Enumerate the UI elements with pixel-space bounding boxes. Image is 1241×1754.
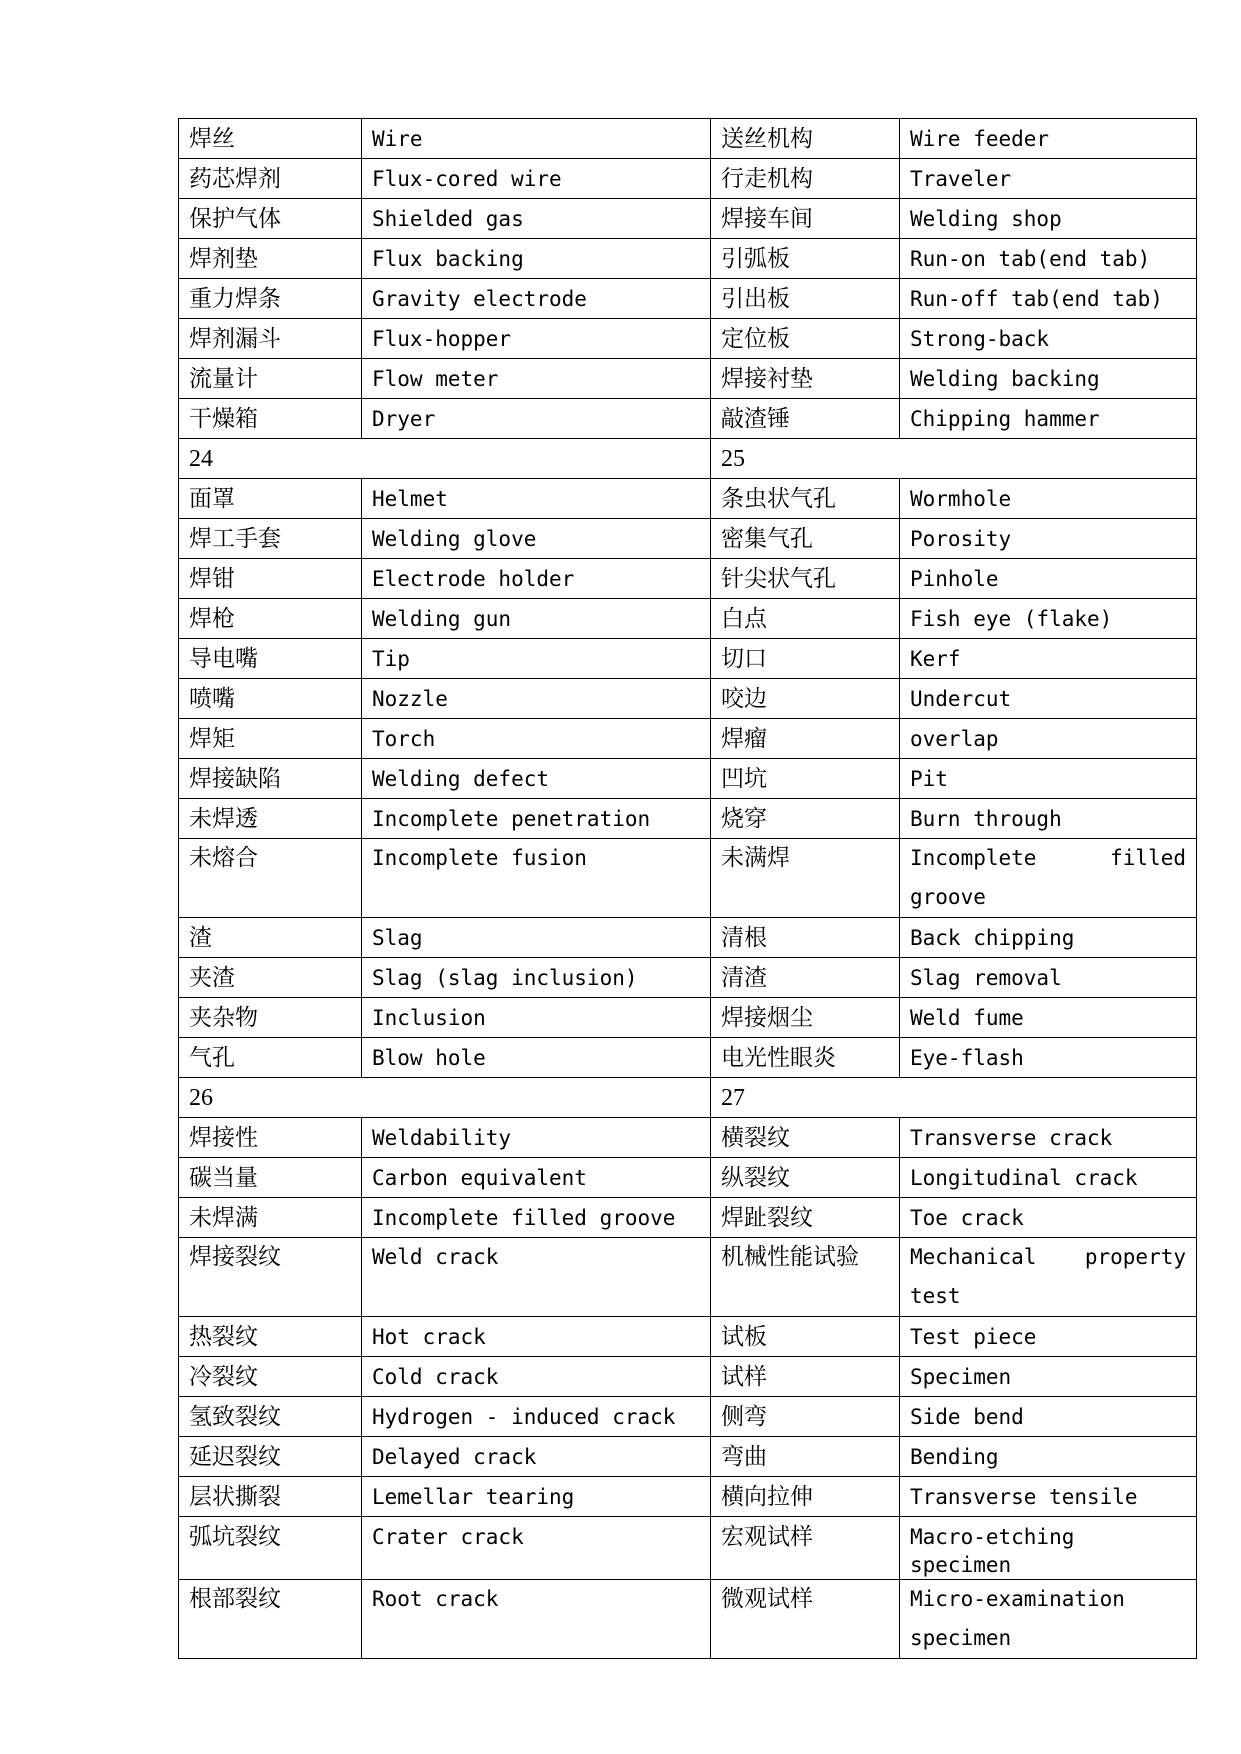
term-row (179, 359, 1197, 399)
term-row (179, 719, 1197, 759)
english-term: Bending (900, 1437, 1197, 1477)
section-header-row (179, 439, 1197, 479)
english-term: Crater crack (362, 1517, 711, 1580)
chinese-term: 清渣 (711, 958, 900, 998)
english-term: Macro-etching specimen (900, 1517, 1197, 1580)
english-term: Weldability (362, 1118, 711, 1158)
term-row (179, 319, 1197, 359)
chinese-term: 焊剂漏斗 (179, 319, 362, 359)
english-term (900, 1580, 1197, 1659)
section-number: 27 (711, 1078, 1197, 1118)
english-term: Porosity (900, 519, 1197, 559)
english-term: Traveler (900, 159, 1197, 199)
english-term: Specimen (900, 1357, 1197, 1397)
term-row (179, 759, 1197, 799)
english-term: Pinhole (900, 559, 1197, 599)
chinese-term: 焊剂垫 (179, 239, 362, 279)
chinese-term: 切口 (711, 639, 900, 679)
english-term: Longitudinal crack (900, 1158, 1197, 1198)
term-row (179, 1317, 1197, 1357)
term-row (179, 679, 1197, 719)
term-row (179, 239, 1197, 279)
english-term-line: specimen (910, 1626, 1012, 1650)
english-term: Incomplete penetration (362, 799, 711, 839)
chinese-term: 行走机构 (711, 159, 900, 199)
term-row (179, 1357, 1197, 1397)
chinese-term: 焊丝 (179, 119, 362, 159)
english-term: Welding gun (362, 599, 711, 639)
chinese-term: 焊接性 (179, 1118, 362, 1158)
chinese-term: 热裂纹 (179, 1317, 362, 1357)
english-term: Incomplete filled groove (362, 1198, 711, 1238)
term-row (179, 958, 1197, 998)
english-term: Strong-back (900, 319, 1197, 359)
term-row (179, 1580, 1197, 1659)
english-term: Eye-flash (900, 1038, 1197, 1078)
english-term: overlap (900, 719, 1197, 759)
chinese-term: 弧坑裂纹 (179, 1517, 362, 1580)
english-term (900, 1238, 1197, 1317)
english-term: Back chipping (900, 918, 1197, 958)
english-term: Hot crack (362, 1317, 711, 1357)
chinese-term: 未焊满 (179, 1198, 362, 1238)
chinese-term: 纵裂纹 (711, 1158, 900, 1198)
english-term: Wire (362, 119, 711, 159)
english-term: Kerf (900, 639, 1197, 679)
english-term: Hydrogen - induced crack (362, 1397, 711, 1437)
chinese-term: 针尖状气孔 (711, 559, 900, 599)
section-number: 24 (179, 439, 711, 479)
english-term: Flux-hopper (362, 319, 711, 359)
term-row (179, 479, 1197, 519)
english-term: Weld fume (900, 998, 1197, 1038)
english-term: Wormhole (900, 479, 1197, 519)
english-term: Flux backing (362, 239, 711, 279)
chinese-term: 横裂纹 (711, 1118, 900, 1158)
english-term: Incomplete fusion (362, 839, 711, 918)
term-row (179, 998, 1197, 1038)
english-term: Welding backing (900, 359, 1197, 399)
term-row (179, 918, 1197, 958)
chinese-term: 引弧板 (711, 239, 900, 279)
english-term: Delayed crack (362, 1437, 711, 1477)
chinese-term: 试样 (711, 1357, 900, 1397)
english-term: Welding shop (900, 199, 1197, 239)
chinese-term: 保护气体 (179, 199, 362, 239)
chinese-term: 条虫状气孔 (711, 479, 900, 519)
chinese-term: 面罩 (179, 479, 362, 519)
chinese-term: 送丝机构 (711, 119, 900, 159)
english-term-line: groove (910, 885, 986, 909)
chinese-term: 未满焊 (711, 839, 900, 918)
chinese-term: 焊枪 (179, 599, 362, 639)
term-row (179, 1158, 1197, 1198)
term-row (179, 399, 1197, 439)
english-term: Flow meter (362, 359, 711, 399)
chinese-term: 焊趾裂纹 (711, 1198, 900, 1238)
term-row (179, 1477, 1197, 1517)
english-term: Torch (362, 719, 711, 759)
chinese-term: 渣 (179, 918, 362, 958)
chinese-term: 夹渣 (179, 958, 362, 998)
english-term: Run-off tab(end tab) (900, 279, 1197, 319)
chinese-term: 碳当量 (179, 1158, 362, 1198)
term-row (179, 559, 1197, 599)
term-row (179, 839, 1197, 918)
chinese-term: 凹坑 (711, 759, 900, 799)
chinese-term: 弯曲 (711, 1437, 900, 1477)
english-term: Welding defect (362, 759, 711, 799)
chinese-term: 侧弯 (711, 1397, 900, 1437)
english-term: Transverse crack (900, 1118, 1197, 1158)
term-row (179, 639, 1197, 679)
chinese-term: 清根 (711, 918, 900, 958)
chinese-term: 气孔 (179, 1038, 362, 1078)
english-term: Slag (362, 918, 711, 958)
english-term: Undercut (900, 679, 1197, 719)
chinese-term: 定位板 (711, 319, 900, 359)
english-term: Pit (900, 759, 1197, 799)
english-term-line: test (910, 1284, 961, 1308)
chinese-term: 烧穿 (711, 799, 900, 839)
chinese-term: 氢致裂纹 (179, 1397, 362, 1437)
chinese-term: 焊工手套 (179, 519, 362, 559)
chinese-term: 根部裂纹 (179, 1580, 362, 1659)
english-term: Slag (slag inclusion) (362, 958, 711, 998)
english-term: Test piece (900, 1317, 1197, 1357)
term-row (179, 599, 1197, 639)
chinese-term: 导电嘴 (179, 639, 362, 679)
english-term: Tip (362, 639, 711, 679)
english-term-line: Incomplete filled (910, 846, 1186, 870)
chinese-term: 干燥箱 (179, 399, 362, 439)
chinese-term: 药芯焊剂 (179, 159, 362, 199)
term-row (179, 1038, 1197, 1078)
welding-glossary-table (178, 118, 1197, 1659)
english-term: Helmet (362, 479, 711, 519)
term-row (179, 1397, 1197, 1437)
chinese-term: 咬边 (711, 679, 900, 719)
chinese-term: 焊瘤 (711, 719, 900, 759)
chinese-term: 流量计 (179, 359, 362, 399)
chinese-term: 试板 (711, 1317, 900, 1357)
chinese-term: 未焊透 (179, 799, 362, 839)
chinese-term: 敲渣锤 (711, 399, 900, 439)
english-term: Slag removal (900, 958, 1197, 998)
english-term: Blow hole (362, 1038, 711, 1078)
term-row (179, 1437, 1197, 1477)
chinese-term: 焊矩 (179, 719, 362, 759)
english-term: Root crack (362, 1580, 711, 1659)
term-row (179, 519, 1197, 559)
term-row (179, 279, 1197, 319)
english-term-line: Micro-examination (910, 1587, 1125, 1611)
chinese-term: 延迟裂纹 (179, 1437, 362, 1477)
chinese-term: 微观试样 (711, 1580, 900, 1659)
english-term (900, 839, 1197, 918)
english-term: Nozzle (362, 679, 711, 719)
term-row (179, 799, 1197, 839)
term-row (179, 159, 1197, 199)
chinese-term: 未熔合 (179, 839, 362, 918)
term-row (179, 1118, 1197, 1158)
chinese-term: 密集气孔 (711, 519, 900, 559)
english-term: Transverse tensile (900, 1477, 1197, 1517)
term-row (179, 199, 1197, 239)
chinese-term: 焊接烟尘 (711, 998, 900, 1038)
chinese-term: 焊接裂纹 (179, 1238, 362, 1317)
chinese-term: 夹杂物 (179, 998, 362, 1038)
english-term: Run-on tab(end tab) (900, 239, 1197, 279)
chinese-term: 焊接缺陷 (179, 759, 362, 799)
section-number: 25 (711, 439, 1197, 479)
english-term: Flux-cored wire (362, 159, 711, 199)
chinese-term: 重力焊条 (179, 279, 362, 319)
english-term: Wire feeder (900, 119, 1197, 159)
chinese-term: 焊接车间 (711, 199, 900, 239)
english-term: Fish eye (flake) (900, 599, 1197, 639)
chinese-term: 白点 (711, 599, 900, 639)
english-term: Carbon equivalent (362, 1158, 711, 1198)
chinese-term: 宏观试样 (711, 1517, 900, 1580)
english-term: Chipping hammer (900, 399, 1197, 439)
chinese-term: 层状撕裂 (179, 1477, 362, 1517)
english-term: Welding glove (362, 519, 711, 559)
english-term: Toe crack (900, 1198, 1197, 1238)
english-term-line: Mechanical property (910, 1245, 1186, 1269)
chinese-term: 横向拉伸 (711, 1477, 900, 1517)
english-term: Lemellar tearing (362, 1477, 711, 1517)
english-term: Shielded gas (362, 199, 711, 239)
english-term: Electrode holder (362, 559, 711, 599)
english-term: Gravity electrode (362, 279, 711, 319)
term-row (179, 1238, 1197, 1317)
english-term: Weld crack (362, 1238, 711, 1317)
english-term: Side bend (900, 1397, 1197, 1437)
english-term: Burn through (900, 799, 1197, 839)
term-row (179, 1517, 1197, 1580)
chinese-term: 喷嘴 (179, 679, 362, 719)
english-term: Inclusion (362, 998, 711, 1038)
section-header-row (179, 1078, 1197, 1118)
english-term: Cold crack (362, 1357, 711, 1397)
section-number: 26 (179, 1078, 711, 1118)
english-term: Dryer (362, 399, 711, 439)
term-row (179, 119, 1197, 159)
chinese-term: 冷裂纹 (179, 1357, 362, 1397)
chinese-term: 引出板 (711, 279, 900, 319)
chinese-term: 焊钳 (179, 559, 362, 599)
chinese-term: 焊接衬垫 (711, 359, 900, 399)
chinese-term: 电光性眼炎 (711, 1038, 900, 1078)
term-row (179, 1198, 1197, 1238)
chinese-term: 机械性能试验 (711, 1238, 900, 1317)
